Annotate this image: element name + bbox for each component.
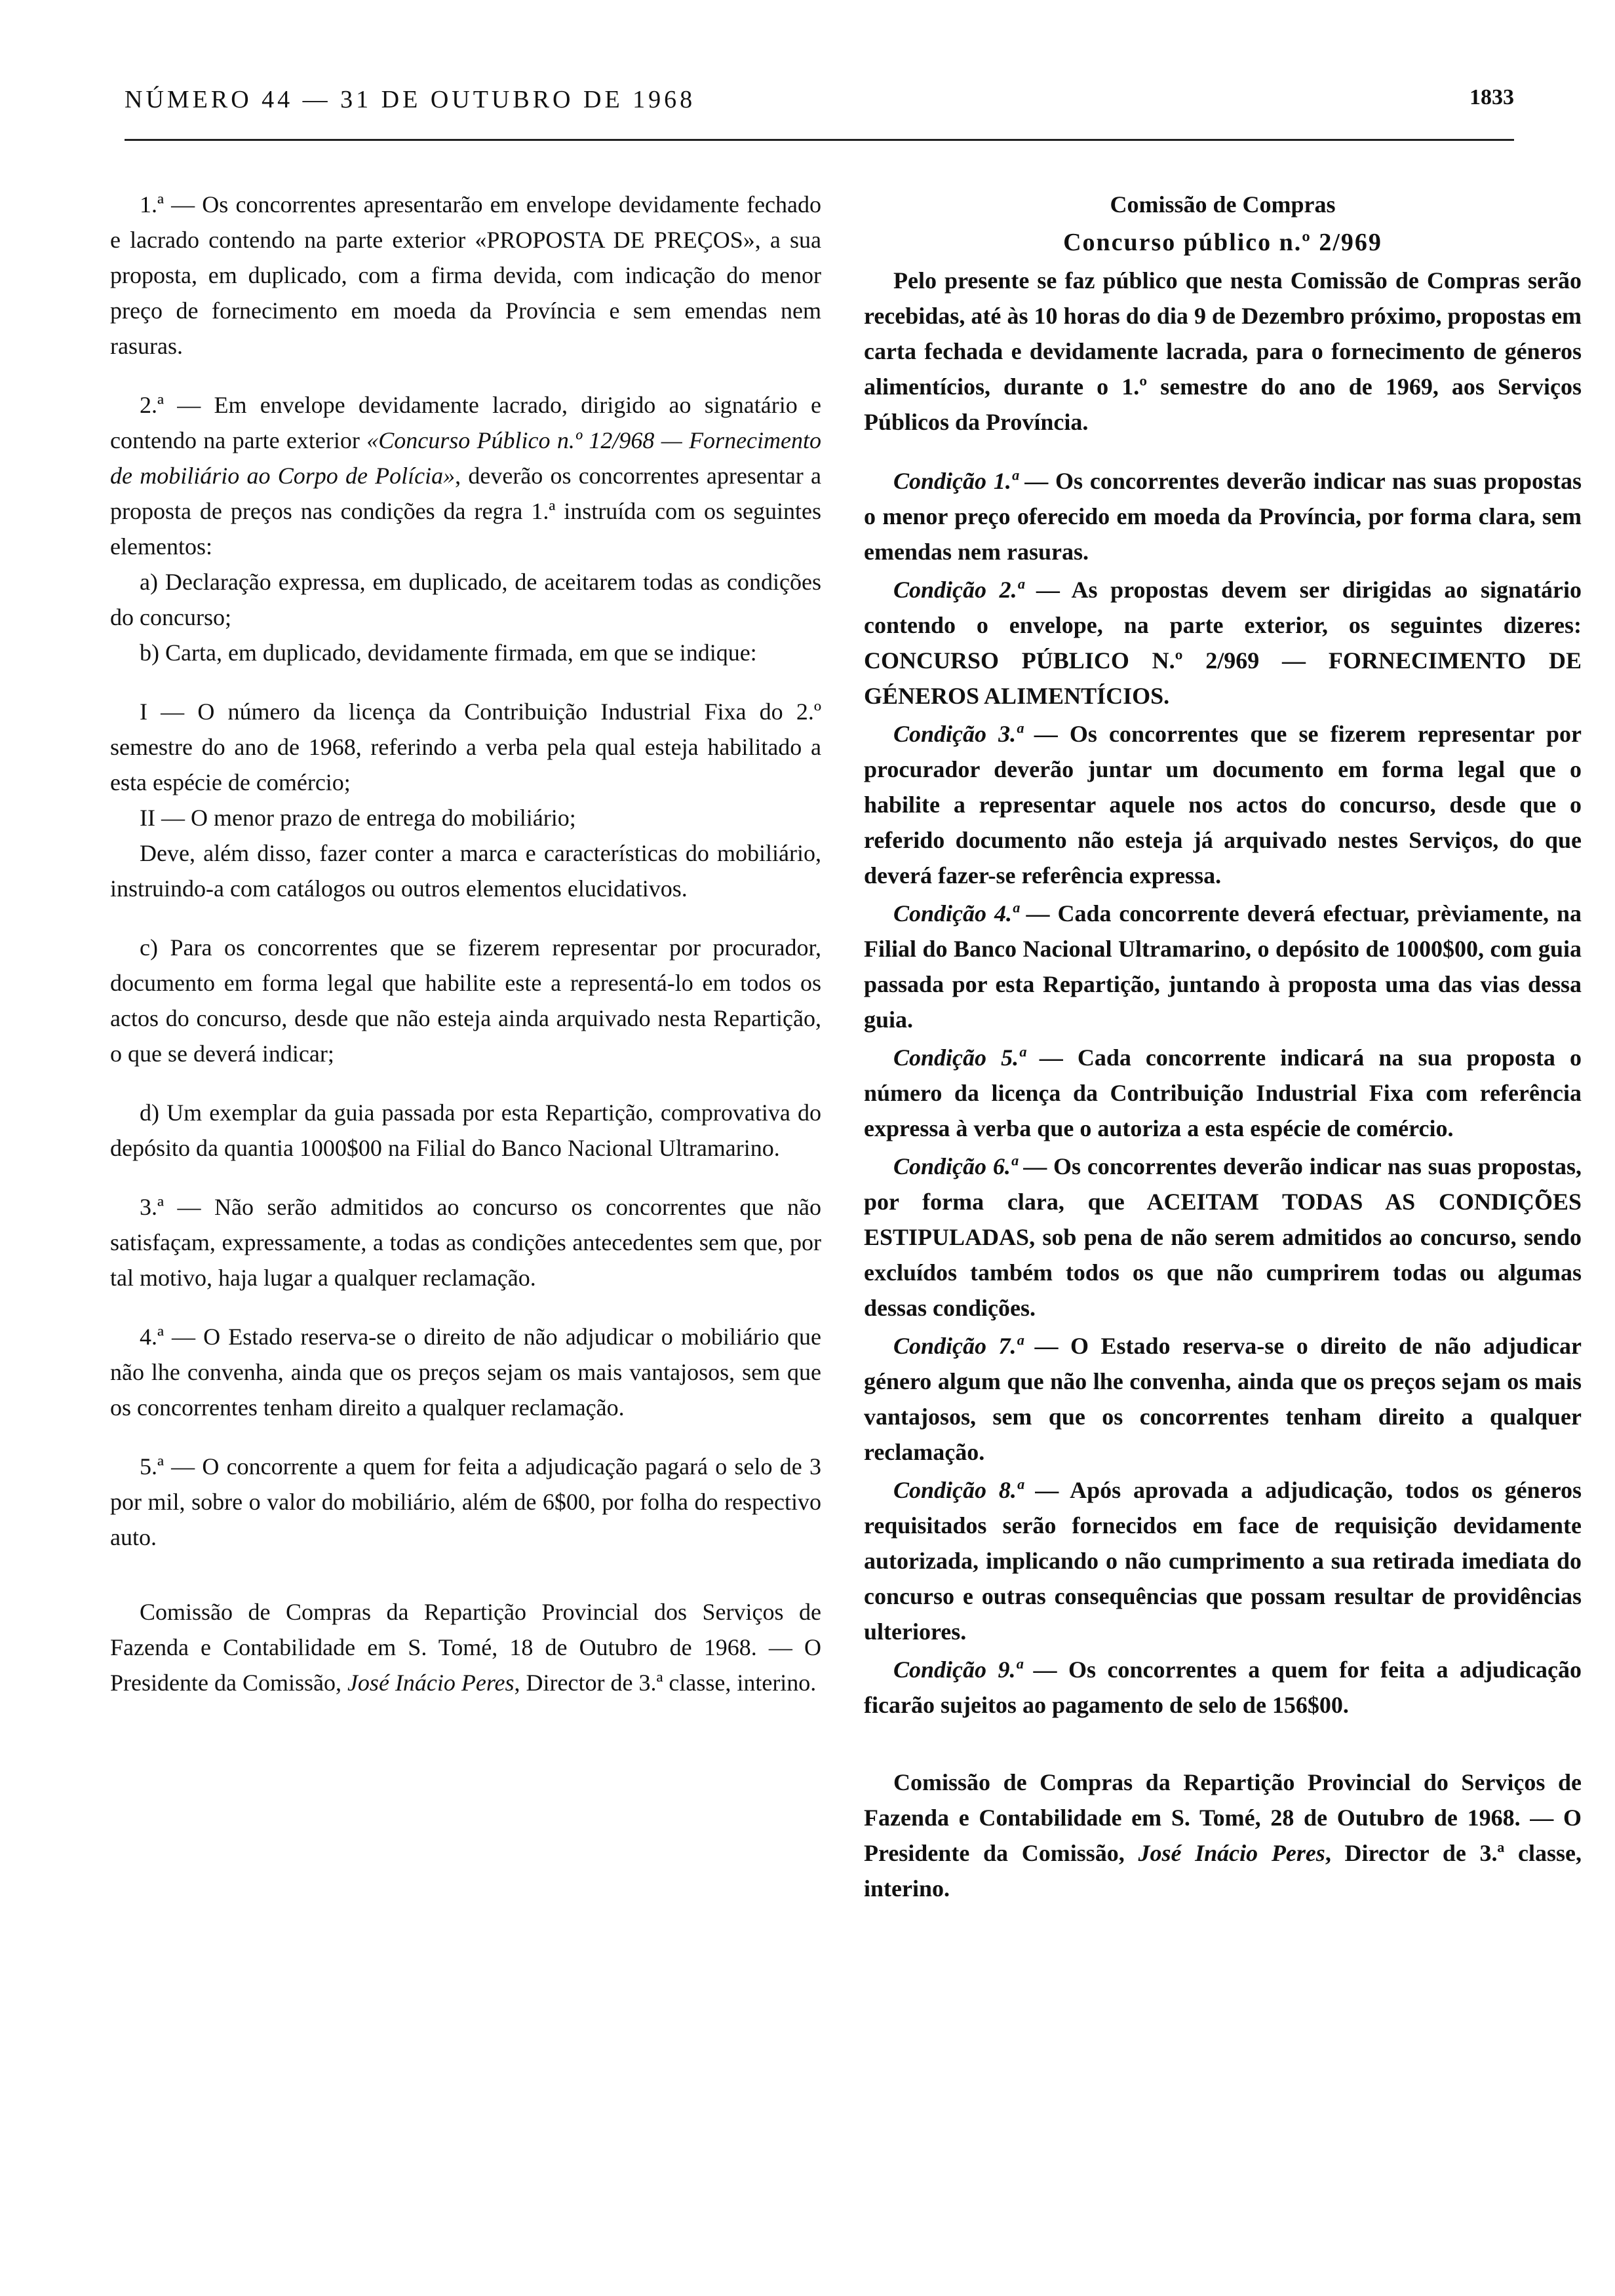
left-signature-name: José Inácio Peres: [347, 1670, 515, 1696]
condition-4: [864, 896, 1582, 1037]
condition-3: [864, 716, 1582, 893]
rule-4: 4.ª — O Estado reserva-se o direito de não adjudicar o mobiliário que não lhe convenha, ainda que os preços sejam os mais vantajosos, sem que os concorrentes tenham direito a qualquer reclamação.: [110, 1324, 821, 1421]
condition-8: [864, 1472, 1582, 1649]
condition-9: [864, 1652, 1582, 1723]
item-c: c) Para os concorrentes que se fizerem representar por procurador, documento em forma legal que habilite este a representá-lo em todos os actos do concurso, desde que não esteja ainda arquivado nesta Repartição, o que se deverá indicar;: [110, 934, 821, 1067]
condition-8-text: — Após aprovada a adjudicação, todos os géneros requisitados serão fornecidos em face de requisição devidamente autorizada, implicando o não cumprimento a sua retirada imediata do concurso e outras consequências que possam resultar de providências ulteriores.: [864, 1477, 1582, 1645]
condition-7-text: — O Estado reserva-se o direito de não adjudicar género algum que não lhe convenha, ainda que os preços sejam os mais vantajosos, sem que os concorrentes tenham direito a qualquer reclamação.: [864, 1333, 1582, 1465]
condition-4-text: — Cada concorrente deverá efectuar, prèviamente, na Filial do Banco Nacional Ultramarino, o depósito de 1000$00, com guia passada por esta Repartição, juntando à proposta uma das vias dessa guia.: [864, 900, 1582, 1033]
condition-9-label: Condição 9.ª: [893, 1656, 1022, 1683]
rule-1: 1.ª — Os concorrentes apresentarão em envelope devidamente fechado e lacrado contendo na parte exterior «PROPOSTA DE PREÇOS», a sua proposta, em duplicado, com a firma devida, com indicação do menor preço de fornecimento em moeda da Província e sem emendas nem rasuras.: [110, 191, 821, 359]
condition-5-label: Condição 5.ª: [893, 1044, 1025, 1071]
condition-5: [864, 1040, 1582, 1146]
item-deve: Deve, além disso, fazer conter a marca e características do mobiliário, instruindo-a com catálogos ou outros elementos elucidativos.: [110, 840, 821, 902]
condition-1-text: — Os concorrentes deverão indicar nas suas propostas o menor preço oferecido em moeda da Província, por forma clara, sem emendas nem rasuras.: [864, 468, 1582, 565]
rule-2: [110, 387, 821, 564]
left-signature-text-a: Comissão de Compras da Repartição Provincial dos Serviços de Fazenda e Contabilidade em S. Tomé, 18 de Outubro de 1968. — O Presidente da Comissão,: [110, 1599, 821, 1696]
page-header: [125, 85, 1514, 131]
item-ii: II — O menor prazo de entrega do mobiliário;: [140, 805, 576, 831]
condition-2-text: — As propostas devem ser dirigidas ao signatário contendo o envelope, na parte exterior, os seguintes dizeres: CONCURSO PÚBLICO N.º 2/969 — FORNECIMENTO DE GÉNEROS ALIMENTÍCIOS.: [864, 577, 1582, 709]
item-i: I — O número da licença da Contribuição Industrial Fixa do 2.º semestre do ano de 1968, referindo a verba pela qual esteja habilitado a esta espécie de comércio;: [110, 698, 821, 795]
condition-6-text: — Os concorrentes deverão indicar nas suas propostas, por forma clara, que ACEITAM TODAS AS CONDIÇÕES ESTIPULADAS, sob pena de não serem admitidos ao concurso, sendo excluídos também todos os que não cumprirem todas ou algumas dessas condições.: [864, 1153, 1582, 1321]
rule-2-text-a: 2.ª — Em envelope devidamente lacrado, dirigido ao signatário e contendo na parte exterior: [110, 392, 821, 453]
rule-5: 5.ª — O concorrente a quem for feita a adjudicação pagará o selo de 3 por mil, sobre o valor do mobiliário, além de 6$00, por folha do respectivo auto.: [110, 1453, 821, 1550]
left-signature: [110, 1594, 821, 1700]
item-d: d) Um exemplar da guia passada por esta Repartição, comprovativa do depósito da quantia 1000$00 na Filial do Banco Nacional Ultramarino.: [110, 1100, 821, 1161]
condition-3-label: Condição 3.ª: [893, 721, 1022, 747]
page-number: 1833: [1469, 85, 1514, 109]
condition-2-label: Condição 2.ª: [893, 577, 1024, 603]
condition-3-text: — Os concorrentes que se fizerem representar por procurador deverão juntar um documento em forma legal que o habilite a representar aquele nos actos do concurso, desde que o referido documento não esteja já arquivado nestes Serviços, do que deverá fazer-se referência expressa.: [864, 721, 1582, 889]
condition-1: [864, 463, 1582, 569]
left-signature-text-b: , Director de 3.ª classe, interino.: [514, 1670, 817, 1696]
rule-2-text-b: , deverão os concorrentes apresentar a proposta de preços nas condições da regra 1.ª instruída com os seguintes elementos:: [110, 463, 821, 560]
committee-heading: Comissão de Compras: [1110, 191, 1336, 218]
notice-intro: Pelo presente se faz público que nesta Comissão de Compras serão recebidas, até às 10 horas do dia 9 de Dezembro próximo, propostas em carta fechada e devidamente lacrada, para o fornecimento de géneros alimentícios, durante o 1.º semestre do ano de 1969, aos Serviços Públicos da Província.: [864, 267, 1582, 435]
right-signature-text-b: , Director de 3.ª classe, interino.: [864, 1840, 1582, 1902]
condition-7: [864, 1328, 1582, 1470]
right-signature: [864, 1765, 1582, 1906]
rule-2-envelope-label: «Concurso Público n.º 12/968 — Fornecimento de mobiliário ao Corpo de Polícia»: [110, 427, 822, 489]
condition-9-text: — Os concorrentes a quem for feita a adjudicação ficarão sujeitos ao pagamento de selo de 156$00.: [864, 1656, 1582, 1718]
right-signature-name: José Inácio Peres: [1138, 1840, 1325, 1866]
rule-3: 3.ª — Não serão admitidos ao concurso os concorrentes que não satisfaçam, expressamente, a todas as condições antecedentes sem que, por tal motivo, haja lugar a qualquer reclamação.: [110, 1194, 821, 1291]
header-divider: [125, 139, 1514, 141]
condition-8-label: Condição 8.ª: [893, 1477, 1023, 1503]
condition-4-label: Condição 4.ª: [893, 900, 1019, 927]
notice-heading: Concurso público n.º 2/969: [1063, 229, 1382, 256]
item-b: b) Carta, em duplicado, devidamente firmada, em que se indique:: [140, 640, 757, 666]
condition-6-label: Condição 6.ª: [893, 1153, 1017, 1179]
condition-2: [864, 572, 1582, 714]
condition-6: [864, 1149, 1582, 1326]
left-column: [110, 187, 821, 1700]
right-signature-text-a: Comissão de Compras da Repartição Provincial do Serviços de Fazenda e Contabilidade em S. Tomé, 28 de Outubro de 1968. — O Presidente da Comissão,: [864, 1769, 1582, 1866]
condition-5-text: — Cada concorrente indicará na sua proposta o número da licença da Contribuição Industrial Fixa com referência expressa à verba que o autoriza a esta espécie de comércio.: [864, 1044, 1582, 1141]
condition-7-label: Condição 7.ª: [893, 1333, 1023, 1359]
item-a: a) Declaração expressa, em duplicado, de aceitarem todas as condições do concurso;: [110, 569, 821, 630]
issue-title: NÚMERO 44 — 31 DE OUTUBRO DE 1968: [125, 86, 696, 113]
right-column: [864, 187, 1582, 1906]
condition-1-label: Condição 1.ª: [893, 468, 1018, 494]
